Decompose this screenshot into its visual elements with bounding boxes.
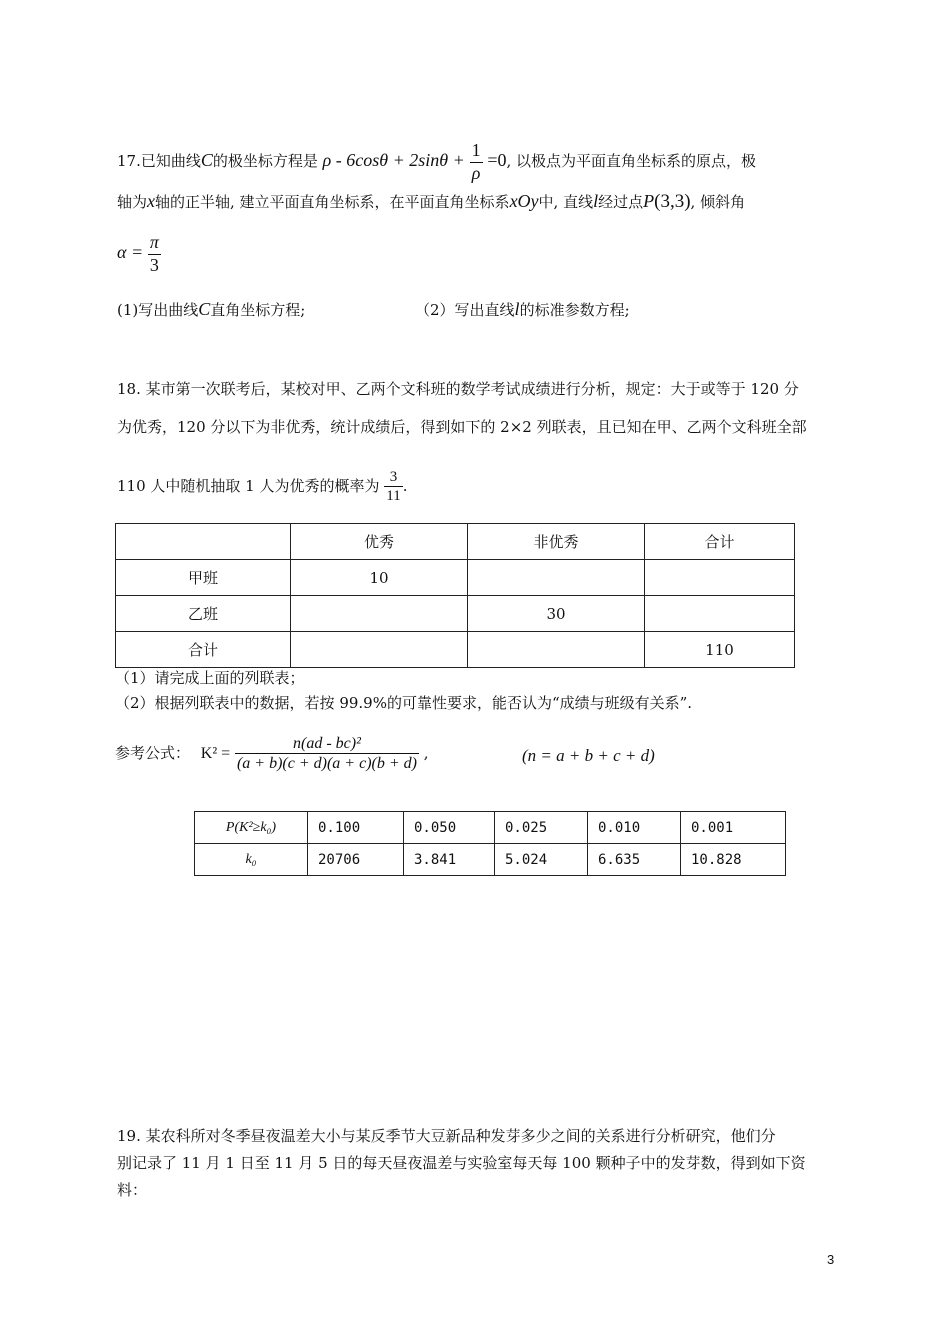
table-cell: 30 — [468, 596, 645, 632]
line-l: l — [593, 191, 599, 211]
page-number: 3 — [827, 1252, 835, 1267]
n-definition: (n = a + b + c + d) — [522, 746, 655, 765]
fraction-denominator: 3 — [149, 254, 159, 275]
q18-line3 — [117, 468, 408, 505]
table-cell: 甲班 — [116, 560, 291, 596]
table-cell: 6.635 — [588, 844, 681, 876]
q19-line3: 料： — [117, 1181, 148, 1199]
k-squared: K² = — [200, 744, 231, 762]
q18-sub2: （2）根据列联表中的数据，若按 99.9%的可靠性要求，能否认为“成绩与班级有关系”. — [115, 694, 693, 712]
fraction-numerator: 1 — [470, 140, 483, 163]
q17-sub1 — [117, 300, 305, 318]
var-x: x — [147, 191, 156, 211]
polar-equation-left: ρ - 6cosθ + 2sinθ + — [322, 150, 465, 171]
critical-value-table — [194, 811, 786, 876]
table-cell — [468, 632, 645, 668]
table-cell — [645, 560, 795, 596]
period: . — [402, 477, 408, 495]
table-cell: 10.828 — [681, 844, 786, 876]
table-row — [116, 632, 795, 668]
table-row — [116, 596, 795, 632]
table-cell — [291, 632, 468, 668]
fraction-denominator: ρ — [471, 162, 481, 183]
line-l: l — [514, 299, 520, 319]
ref-label: 参考公式： — [115, 744, 191, 763]
table-cell: 20706 — [308, 844, 404, 876]
table-cell: 0.100 — [308, 812, 404, 844]
fraction-numerator: π — [148, 232, 161, 255]
q17-sub1-text: (1)写出曲线 — [117, 301, 199, 319]
table-cell: 0.025 — [495, 812, 588, 844]
q17-text: , 倾斜角 — [690, 193, 746, 211]
q19-line2: 别记录了 11 月 1 日至 11 月 5 日的每天昼夜温差与实验室每天每 100 颗种子中的发芽数，得到如下资 — [117, 1154, 806, 1172]
table-cell: 0.001 — [681, 812, 786, 844]
table-cell: 0.050 — [404, 812, 495, 844]
q18-text: 110 人中随机抽取 1 人为优秀的概率为 — [117, 477, 380, 495]
table-cell — [468, 560, 645, 596]
contingency-table — [115, 523, 795, 668]
q17-sub1-text: 直角坐标方程; — [210, 301, 306, 319]
q17-sub2 — [415, 300, 630, 318]
q17-angle — [117, 232, 161, 276]
table-header-cell: 合计 — [645, 524, 795, 560]
table-row — [116, 524, 795, 560]
q17-text: 中, 直线 — [538, 193, 594, 211]
table-cell: 3.841 — [404, 844, 495, 876]
q18-line2: 为优秀，120 分以下为非优秀，统计成绩后，得到如下的 2×2 列联表，且已知在甲、乙两个文科班全部 — [117, 418, 807, 436]
formula-comma: , — [423, 744, 429, 763]
table-row — [195, 844, 786, 876]
q17-text: 经过点 — [598, 193, 644, 211]
table-cell: 5.024 — [495, 844, 588, 876]
table-row — [195, 812, 786, 844]
table-cell — [645, 596, 795, 632]
q18-line1: 18. 某市第一次联考后，某校对甲、乙两个文科班的数学考试成绩进行分析，规定：大于或等于 120 分 — [117, 380, 799, 398]
point-coords: (3,3) — [654, 191, 691, 212]
q19-line1: 19. 某农科所对冬季昼夜温差大小与某反季节大豆新品种发芽多少之间的关系进行分析研究，他们分 — [117, 1127, 776, 1145]
table-cell: 乙班 — [116, 596, 291, 632]
table-header-cell: 优秀 — [291, 524, 468, 560]
q17-sub2-text: （2）写出直线 — [415, 301, 515, 319]
point-P: P — [643, 191, 655, 211]
q17-sub2-text: 的标准参数方程; — [519, 301, 630, 319]
q17-text: 轴为 — [117, 193, 148, 211]
q17-line1 — [117, 140, 756, 184]
polar-equation-fraction — [470, 140, 483, 184]
table-cell: 合计 — [116, 632, 291, 668]
table-cell: 110 — [645, 632, 795, 668]
fraction-denominator: 11 — [386, 488, 401, 504]
q18-sub1: （1）请完成上面的列联表； — [115, 669, 305, 687]
fraction-numerator: n(ad - bc)² — [235, 734, 419, 754]
reference-formula — [115, 734, 429, 773]
table-cell: k₀ — [195, 844, 308, 876]
q17-text: 的极坐标方程是 — [212, 152, 318, 171]
table-header-cell: 非优秀 — [468, 524, 645, 560]
q17-text: 17.已知曲线 — [117, 152, 201, 171]
fraction-numerator: 3 — [384, 468, 402, 487]
q17-text: 轴的正半轴, 建立平面直角坐标系，在平面直角坐标系 — [155, 193, 510, 211]
table-cell: 10 — [291, 560, 468, 596]
q17-line2 — [117, 192, 745, 211]
plane-xOy: xOy — [509, 191, 539, 211]
fraction-denominator: (a + b)(c + d)(a + c)(b + d) — [236, 755, 417, 773]
alpha-fraction — [148, 232, 161, 276]
curve-C: C — [200, 150, 213, 171]
k-squared-fraction — [235, 734, 419, 773]
q17-text: , 以极点为平面直角坐标系的原点，极 — [506, 152, 757, 171]
table-row — [116, 560, 795, 596]
table-cell — [291, 596, 468, 632]
curve-C: C — [198, 299, 211, 319]
table-cell: 0.010 — [588, 812, 681, 844]
polar-equation-right: =0 — [487, 150, 507, 171]
alpha: α = — [117, 242, 144, 263]
table-header-cell — [116, 524, 291, 560]
probability-fraction — [384, 468, 402, 505]
table-cell: P(K²≥k₀) — [195, 812, 308, 844]
